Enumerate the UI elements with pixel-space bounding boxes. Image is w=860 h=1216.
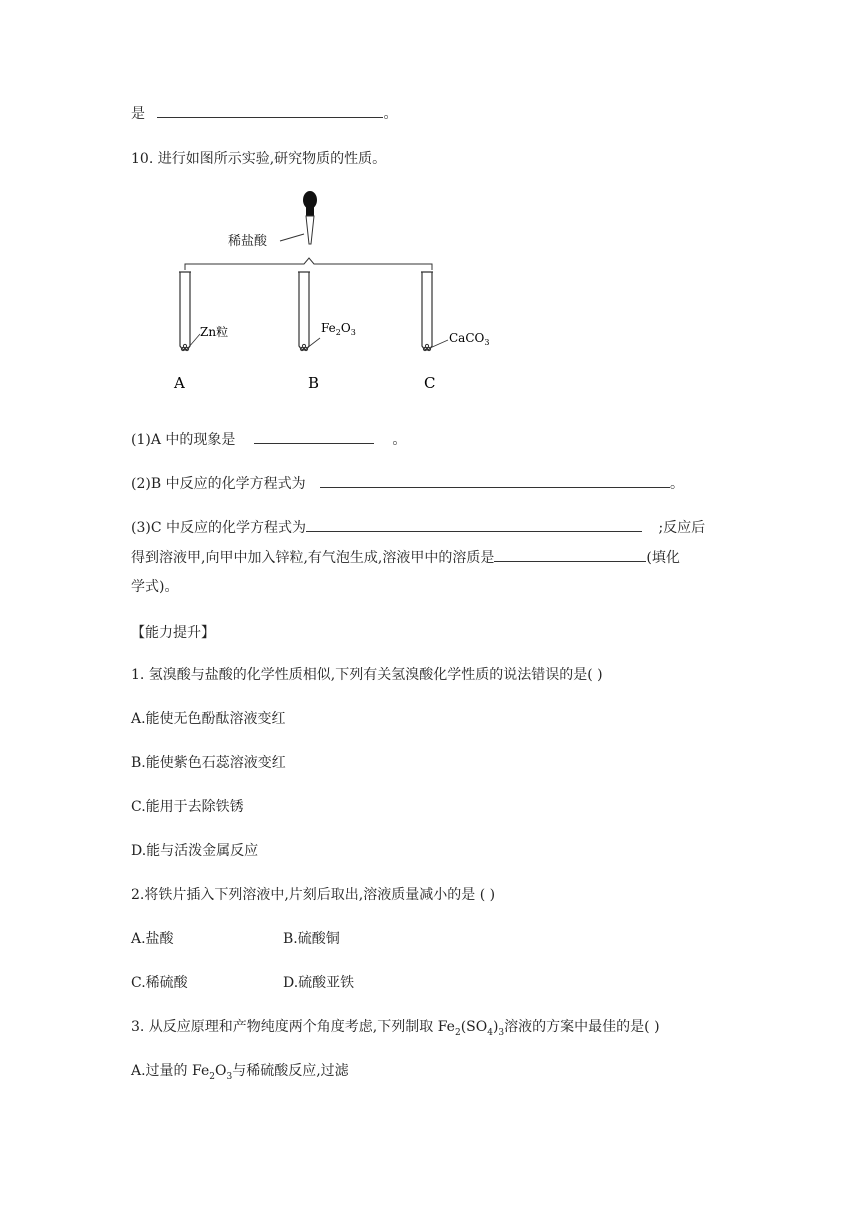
acid-label: 稀盐酸 xyxy=(228,234,268,249)
q10-part1 xyxy=(131,430,406,449)
test-tube-b xyxy=(298,272,320,351)
tube-b-letter: B xyxy=(308,374,320,392)
distribution-bracket xyxy=(185,258,432,270)
q10-part3-line3: 学式)。 xyxy=(131,579,179,595)
part1-text: (1)A 中的现象是 xyxy=(131,432,236,448)
q1-stem: 1. 氢溴酸与盐酸的化学性质相似,下列有关氢溴酸化学性质的说法错误的是( ) xyxy=(131,667,603,683)
part3-text: (3)C 中反应的化学方程式为 xyxy=(131,520,306,536)
period: 。 xyxy=(670,476,685,492)
tube-c-letter: C xyxy=(424,374,436,392)
q3-stem-a: 3. 从反应原理和产物纯度两个角度考虑,下列制取 Fe xyxy=(131,1019,455,1035)
q3-option-a-end: 与稀硫酸反应,过滤 xyxy=(232,1063,349,1079)
part3-line2: 得到溶液甲,向甲中加入锌粒,有气泡生成,溶液甲中的溶质是 xyxy=(131,550,495,566)
answer-blank[interactable] xyxy=(254,430,374,444)
q1-option-c[interactable]: C.能用于去除铁锈 xyxy=(131,799,244,815)
q10-part3-line1 xyxy=(131,518,705,537)
q3-stem-b: 溶液的方案中最佳的是( ) xyxy=(504,1019,660,1035)
q3-stem: 3. 从反应原理和产物纯度两个角度考虑,下列制取 $Fe_2(SO_4)_3$溶液的方案中最佳的是( ) xyxy=(131,1019,660,1038)
test-tube-c xyxy=(421,272,448,351)
q10-part3-line2 xyxy=(131,548,680,567)
tube-a-substance: Zn粒 xyxy=(200,325,229,339)
q10-part2 xyxy=(131,474,684,493)
tube-c-substance: CaCO$_3$ xyxy=(449,331,490,347)
q1-option-b[interactable]: B.能使紫色石蕊溶液变红 xyxy=(131,755,286,771)
q2-option-a[interactable]: A.盐酸 xyxy=(131,931,174,947)
dropper-icon xyxy=(303,191,317,244)
answer-blank[interactable] xyxy=(320,474,670,488)
tube-a-letter: A xyxy=(174,374,185,392)
q3-option-a[interactable]: A.过量的 $Fe_2O_3$与稀硫酸反应,过滤 xyxy=(131,1063,349,1082)
q2-option-c[interactable]: C.稀硫酸 xyxy=(131,975,188,991)
answer-blank[interactable] xyxy=(494,548,646,562)
q10-stem: 10. 进行如图所示实验,研究物质的性质。 xyxy=(131,151,387,167)
q1-option-a[interactable]: A.能使无色酚酞溶液变红 xyxy=(131,711,286,727)
q2-option-b[interactable]: B.硫酸铜 xyxy=(283,931,340,947)
answer-blank[interactable] xyxy=(157,104,383,118)
q2-option-d[interactable]: D.硫酸亚铁 xyxy=(283,975,355,991)
tube-b-substance: $Fe_2O_3$ xyxy=(321,321,356,337)
part3-end: (填化 xyxy=(646,550,680,566)
period: 。 xyxy=(383,106,398,122)
prev-answer-line xyxy=(131,104,397,123)
part3-mid: ;反应后 xyxy=(658,520,706,536)
section-heading: 【能力提升】 xyxy=(131,625,215,641)
part2-text: (2)B 中反应的化学方程式为 xyxy=(131,476,306,492)
test-tube-a xyxy=(179,272,200,351)
experiment-figure xyxy=(170,186,510,396)
period: 。 xyxy=(392,432,407,448)
answer-blank[interactable] xyxy=(306,518,642,532)
q2-stem: 2.将铁片插入下列溶液中,片刻后取出,溶液质量减小的是 ( ) xyxy=(131,887,496,903)
prev-prefix: 是 xyxy=(131,106,145,122)
acid-pointer xyxy=(280,234,304,241)
q1-option-d[interactable]: D.能与活泼金属反应 xyxy=(131,843,259,859)
q3-option-a-text: A.过量的 Fe xyxy=(131,1063,210,1079)
